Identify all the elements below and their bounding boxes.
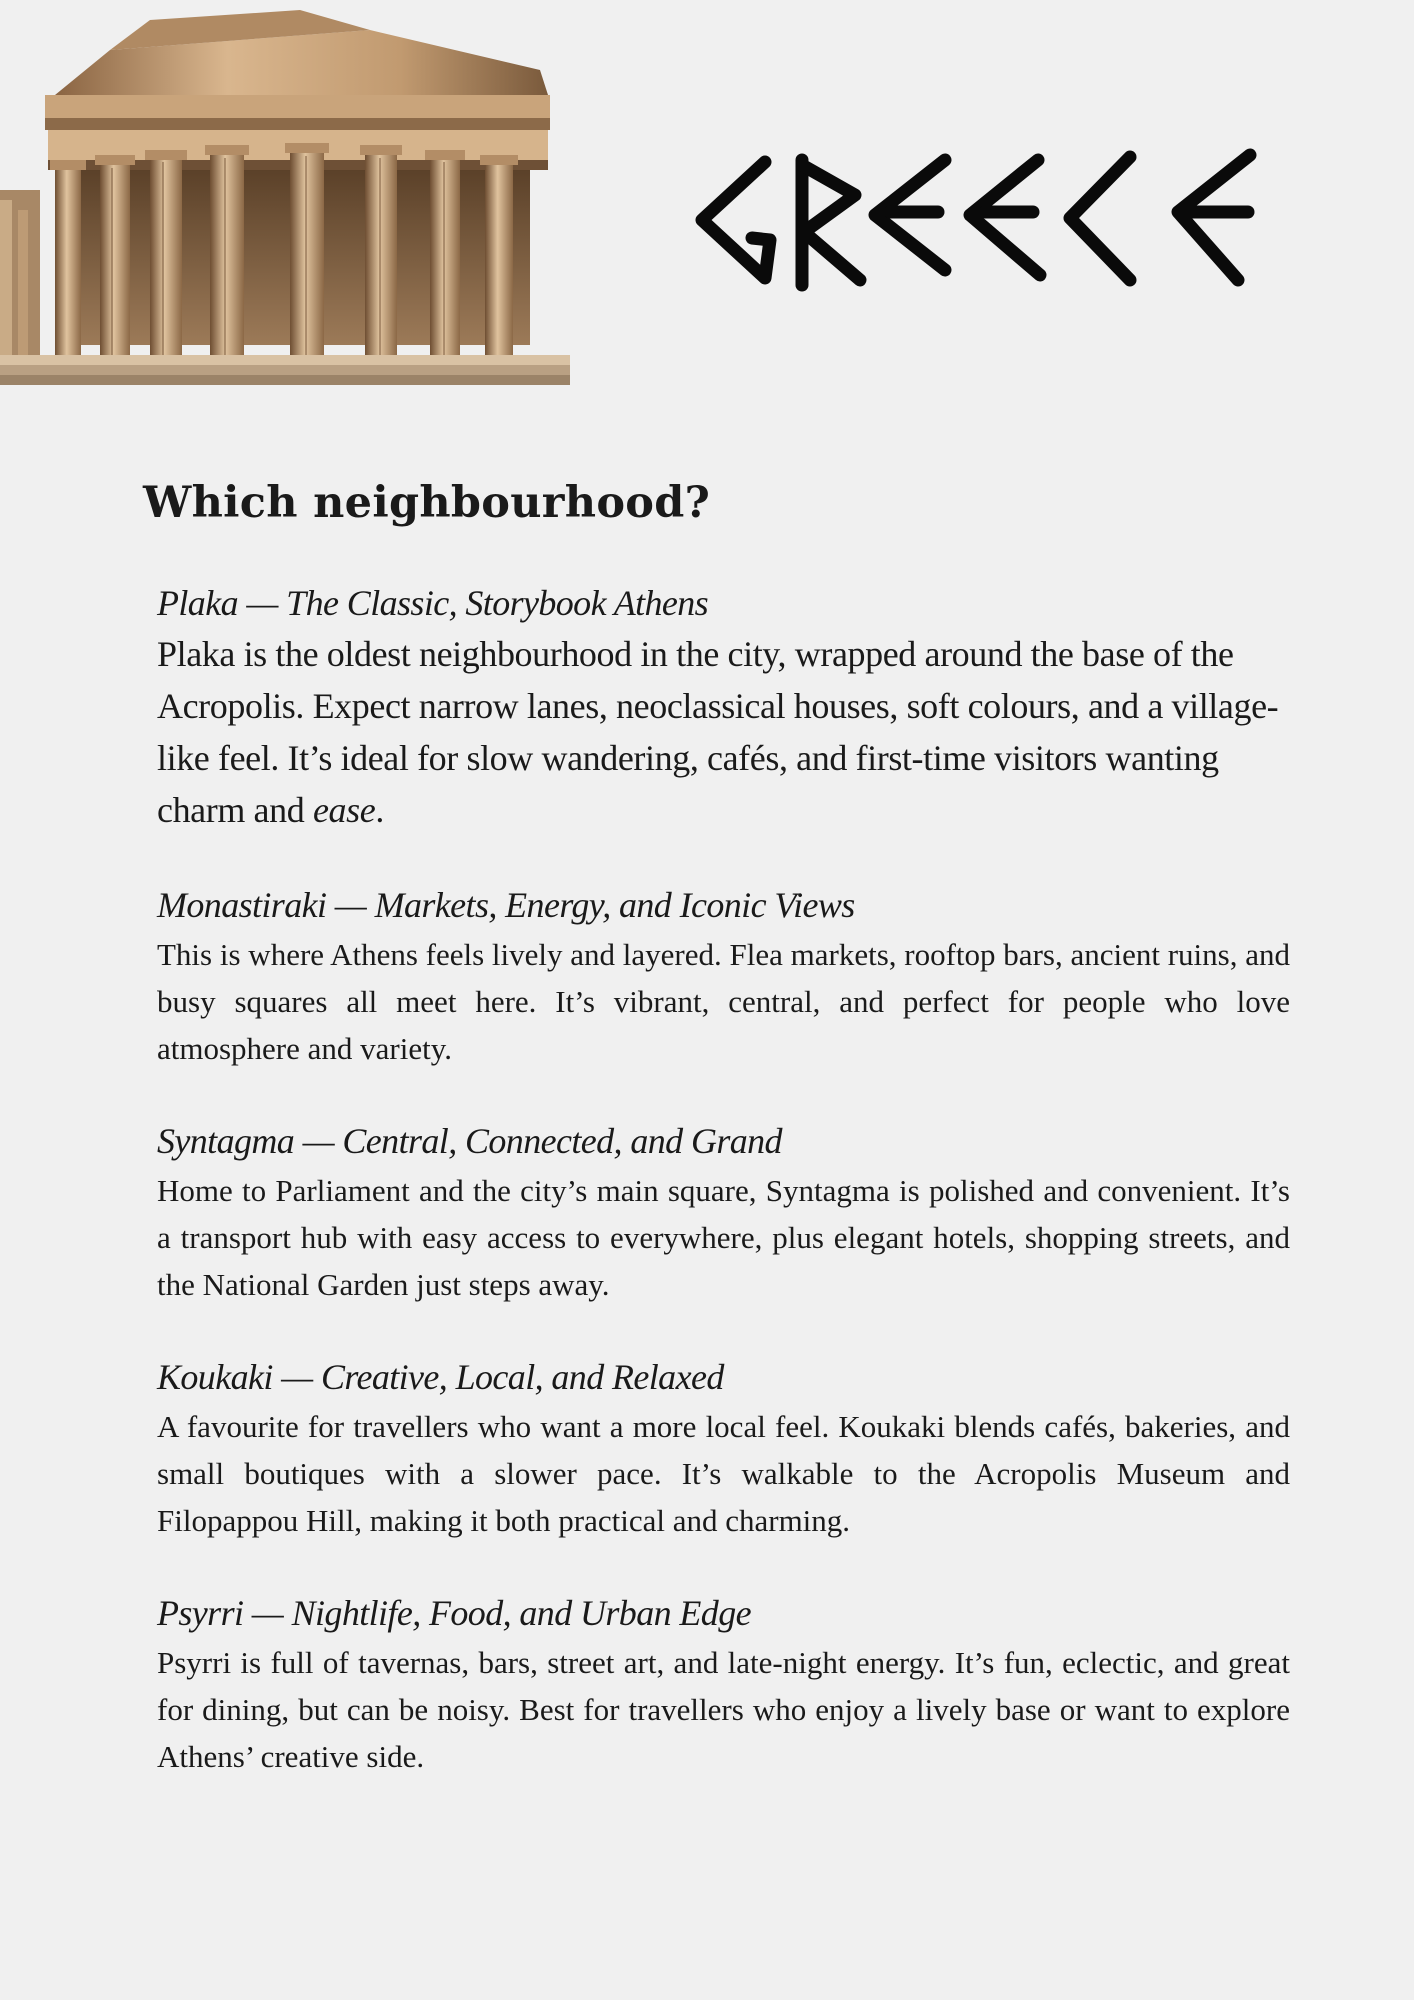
neighbourhood-section-psyrri [140,1590,1290,1780]
greece-logo [690,140,1260,300]
section-heading: Psyrri — Nightlife, Food, and Urban Edge [157,1592,751,1633]
section-body: This is where Athens feels lively and layered. Flea markets, rooftop bars, ancient ruins, and busy squares all meet here. It’s vibrant, central, and perfect for people who love atmosphere and variety. [157,937,1290,1067]
section-body-emphasis: ease [312,790,376,831]
parthenon-illustration [0,0,570,385]
section-body: A favourite for travellers who want a more local feel. Koukaki blends cafés, bakeries, and small boutiques with a slower pace. It’s walkable to the Acropolis Museum and Filopappou Hill, making it both practical and charming. [157,1408,1290,1538]
section-body: Psyrri is full of tavernas, bars, street art, and late-night energy. It’s fun, eclectic, and great for dining, but can be noisy. Best for travellers who enjoy a lively base or want to explore Athens’ creative side. [157,1644,1290,1774]
neighbourhood-section-koukaki [140,1354,1290,1544]
section-heading: Syntagma — Central, Connected, and Grand [157,1121,782,1162]
section-heading: Koukaki — Creative, Local, and Relaxed [157,1356,724,1397]
neighbourhood-section-plaka [140,580,1290,837]
section-heading: Plaka — The Classic, Storybook Athens [157,582,709,623]
neighbourhood-section-monastiraki [140,882,1290,1072]
section-heading: Monastiraki — Markets, Energy, and Iconic Views [157,885,855,926]
main-content [140,478,1290,1826]
section-body-end: . [375,790,384,831]
section-body: Home to Parliament and the city’s main square, Syntagma is polished and convenient. It’s a transport hub with easy access to everywhere, plus elegant hotels, shopping streets, and the National Garden just steps away. [157,1172,1290,1302]
neighbourhood-section-syntagma [140,1118,1290,1308]
section-body [157,628,1290,836]
page-title: Which neighbourhood? [143,478,711,528]
greece-lettering [690,140,1260,300]
section-body-text: Plaka is the oldest neighbourhood in the city, wrapped around the base of the Acropolis. Expect narrow lanes, neoclassical houses, soft colours, and a village-like feel. It’s ideal for slow wandering, cafés, and first-time visitors wanting charm and [157,634,1279,831]
parthenon-drawing [0,0,570,385]
